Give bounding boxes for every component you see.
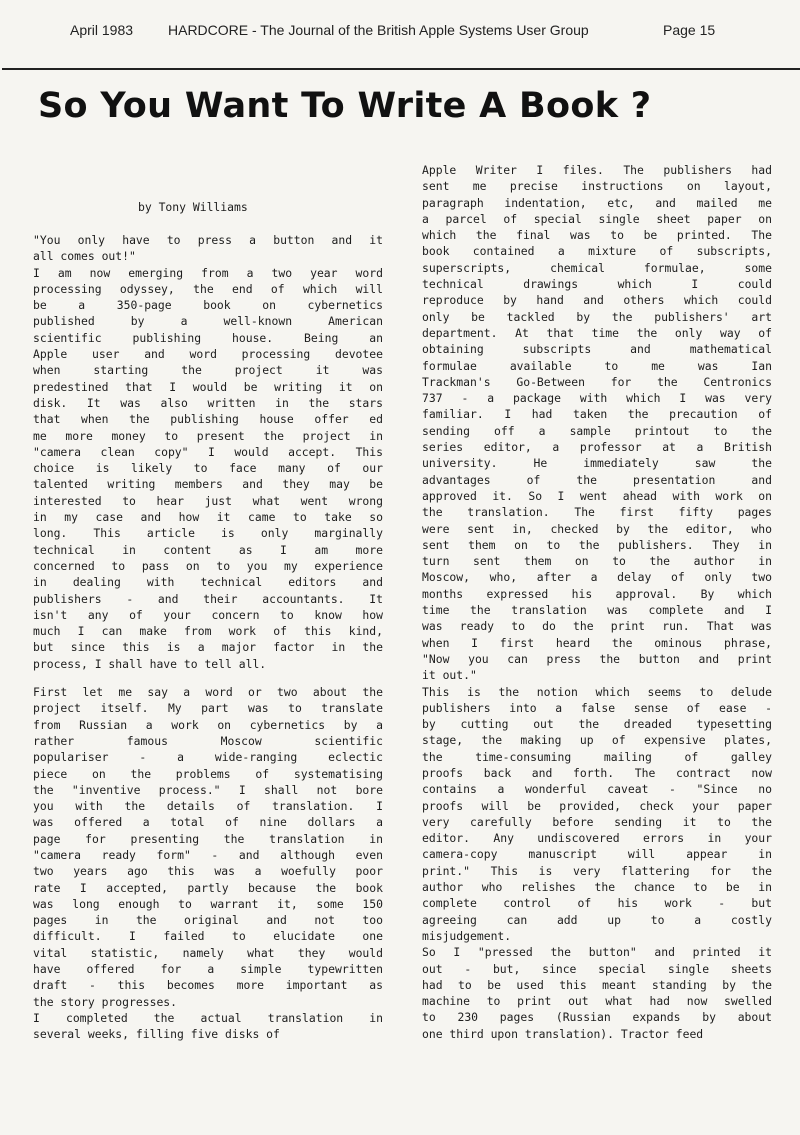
text-line: months expressed his approval. By which xyxy=(422,586,772,601)
text-line: all comes out!" xyxy=(33,249,136,264)
text-line: pages in the original and not too xyxy=(33,913,383,928)
text-line: populariser - a wide-ranging eclectic xyxy=(33,750,383,765)
text-line: had to be used this meant standing by the xyxy=(422,977,772,992)
text-line: talented writing members and they may be xyxy=(33,477,383,492)
text-line: concerned to pass on to you my experience xyxy=(33,558,383,573)
text-line: This is the notion which seems to delude xyxy=(422,684,772,699)
page-header xyxy=(0,18,800,42)
text-line: 737 - a package with which I was very xyxy=(422,391,772,406)
text-line: approved it. So I went ahead with work on xyxy=(422,488,772,503)
text-line: out - but, since special single sheets xyxy=(422,961,772,976)
text-line: university. He immediately saw the xyxy=(422,456,772,471)
page-number: Page 15 xyxy=(663,22,716,38)
text-line: superscripts, chemical formulae, some xyxy=(422,260,772,275)
journal-name: HARDCORE - The Journal of the British Apple Systems User Group xyxy=(168,22,589,38)
issue-date: April 1983 xyxy=(70,22,134,38)
text-line: much I can make from work of this kind, xyxy=(33,624,383,639)
text-line: print." This is very flattering for the xyxy=(422,863,772,878)
text-line: sending off a sample printout to the xyxy=(422,423,772,438)
text-line: proofs back and forth. The contract now xyxy=(422,765,772,780)
text-line: piece on the problems of systematising xyxy=(33,766,383,781)
text-line: I am now emerging from a two year word xyxy=(33,265,383,280)
text-line: machine to print out what had now swelled xyxy=(422,994,772,1009)
text-line: "Now you can press the button and print xyxy=(422,651,772,666)
text-line: be a 350-page book on cybernetics xyxy=(33,298,383,313)
right-column xyxy=(422,162,772,1042)
text-line: camera-copy manuscript will appear in xyxy=(422,847,772,862)
text-line: familiar. I had taken the precaution of xyxy=(422,407,772,422)
article-title: So You Want To Write A Book ? xyxy=(38,86,652,126)
text-line: Apple Writer I files. The publishers had xyxy=(422,163,772,177)
text-line: predestined that I would be writing it on xyxy=(33,379,383,394)
text-line: long. This article is only marginally xyxy=(33,526,383,541)
text-line: only be tackled by the publishers' art xyxy=(422,309,772,324)
text-line: the time-consuming mailing of galley xyxy=(422,749,772,764)
text-line: editor. Any undiscovered errors in your xyxy=(422,831,772,846)
text-line: I completed the actual translation in xyxy=(33,1010,383,1025)
text-line: was long enough to warrant it, some 150 xyxy=(33,896,383,911)
text-line: draft - this becomes more important as xyxy=(33,978,383,993)
text-line: rate I accepted, partly because the book xyxy=(33,880,383,895)
text-line: the translation. The first fifty pages xyxy=(422,505,772,520)
text-line: the "inventive process." I shall not bore xyxy=(33,782,383,797)
text-line: was ready to do the print run. That was xyxy=(422,619,772,634)
text-line: author who relishes the chance to be in xyxy=(422,880,772,895)
text-line: difficult. I failed to elucidate one xyxy=(33,929,383,944)
article-byline: by Tony Williams xyxy=(138,200,248,214)
text-line: me more money to present the project in xyxy=(33,428,383,443)
text-line: you with the details of translation. I xyxy=(33,799,383,814)
text-line: have offered for a simple typewritten xyxy=(33,962,383,977)
text-line: "camera ready form" - and although even xyxy=(33,847,383,862)
text-line: which the final was to be printed. The xyxy=(422,228,772,243)
text-line: publishers - and their accountants. It xyxy=(33,591,383,606)
text-line: from Russian a work on cybernetics by a xyxy=(33,717,383,732)
left-column xyxy=(33,232,383,1043)
text-line: "camera clean copy" I would accept. This xyxy=(33,444,383,459)
text-line: a parcel of special single sheet paper on xyxy=(422,211,772,226)
text-line: page for presenting the translation in xyxy=(33,831,383,846)
text-line: complete control of his work - but xyxy=(422,896,772,911)
text-line: rather famous Moscow scientific xyxy=(33,733,383,748)
text-line: Moscow, who, after a delay of only two xyxy=(422,570,772,585)
text-line: project itself. My part was to translate xyxy=(33,701,383,716)
text-line: one third upon translation). Tractor feed xyxy=(422,1026,704,1041)
text-line: the story progresses. xyxy=(33,994,178,1009)
text-line: vital statistic, namely what they would xyxy=(33,945,383,960)
text-line: it out." xyxy=(422,668,477,683)
text-line: "You only have to press a button and it xyxy=(33,233,383,247)
text-line: So I "pressed the button" and printed it xyxy=(422,945,772,960)
text-line: in dealing with technical editors and xyxy=(33,575,383,590)
text-line: when I first heard the ominous phrase, xyxy=(422,635,772,650)
text-line: time the translation was complete and I xyxy=(422,603,772,618)
text-line: advantages of the presentation and xyxy=(422,472,772,487)
text-line: contains a wonderful caveat - "Since no xyxy=(422,782,772,797)
text-line: process, I shall have to tell all. xyxy=(33,656,267,671)
text-line: that when the publishing house offer ed xyxy=(33,412,383,427)
text-line: processing odyssey, the end of which will xyxy=(33,281,383,296)
text-line: sent me precise instructions on layout, xyxy=(422,179,772,194)
text-line: Apple user and word processing devotee xyxy=(33,347,383,362)
text-line: disk. It was also written in the stars xyxy=(33,395,383,410)
text-line: turn sent them on to the author in xyxy=(422,554,772,569)
text-line: sent them on to the publishers. They in xyxy=(422,537,772,552)
text-line: publishers into a false sense of ease - xyxy=(422,700,772,715)
text-line: published by a well-known American xyxy=(33,314,383,329)
text-line: by cutting out the dreaded typesetting xyxy=(422,717,772,732)
text-line: technical in content as I am more xyxy=(33,542,383,557)
text-line: two years ago this was a woefully poor xyxy=(33,864,383,879)
text-line: but since this is a major factor in the xyxy=(33,640,383,655)
text-line: to 230 pages (Russian expands by about xyxy=(422,1010,772,1025)
text-line: series editor, a professor at a British xyxy=(422,440,772,455)
text-line: very carefully before sending it to the xyxy=(422,814,772,829)
text-line: paragraph indentation, etc, and mailed me xyxy=(422,195,772,210)
text-line: interested to hear just what went wrong xyxy=(33,493,383,508)
text-line: stage, the making up of expensive plates, xyxy=(422,733,772,748)
text-line: isn't any of your concern to know how xyxy=(33,607,383,622)
text-line: in my case and how it came to take so xyxy=(33,510,383,525)
text-line: when starting the project it was xyxy=(33,363,383,378)
text-line: reproduce by hand and others which could xyxy=(422,293,772,308)
text-line: scientific publishing house. Being an xyxy=(33,330,383,345)
text-line: several weeks, filling five disks of xyxy=(33,1027,280,1042)
header-rule xyxy=(2,68,800,70)
text-line: obtaining subscripts and mathematical xyxy=(422,342,772,357)
text-line: technical drawings which I could xyxy=(422,277,772,292)
text-line: department. At that time the only way of xyxy=(422,325,772,340)
text-line: First let me say a word or two about the xyxy=(33,685,383,700)
text-line: misjudgement. xyxy=(422,928,512,943)
text-line: choice is likely to face many of our xyxy=(33,461,383,476)
text-line: proofs will be provided, check your paper xyxy=(422,798,772,813)
text-line: Trackman's Go-Between for the Centronics xyxy=(422,374,772,389)
text-line: was offered a total of nine dollars a xyxy=(33,815,383,830)
text-line: agreeing can add up to a costly xyxy=(422,912,772,927)
text-line: formulae available to me was Ian xyxy=(422,358,772,373)
text-line: book contained a mixture of subscripts, xyxy=(422,244,772,259)
paragraph-gap xyxy=(33,672,383,684)
text-line: were sent in, checked by the editor, who xyxy=(422,521,772,536)
